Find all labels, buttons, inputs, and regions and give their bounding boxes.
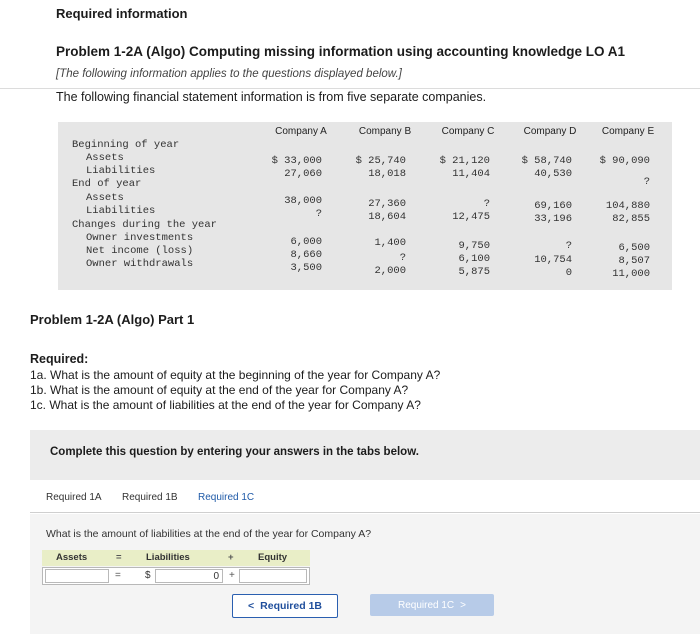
equation-header-equity: Equity — [258, 552, 288, 563]
cell-d-owner-investments: ? — [565, 240, 572, 252]
equation-header-liabilities: Liabilities — [146, 552, 190, 563]
dollar-sign: $ — [145, 570, 151, 581]
cell-d-net-income: 10,754 — [534, 254, 572, 266]
column-header-company-a: Company A — [275, 126, 327, 137]
cell-c-net-income: 6,100 — [458, 253, 490, 265]
divider — [0, 88, 700, 89]
cell-b-end-assets: 27,360 — [368, 198, 406, 210]
previous-tab-button[interactable] — [232, 594, 338, 618]
cell-c-begin-liabilities: 11,404 — [452, 168, 490, 180]
cell-b-end-liabilities: 18,604 — [368, 211, 406, 223]
row-label-end-of-year: End of year — [72, 178, 142, 190]
cell-d-owner-withdrawals: 0 — [565, 267, 572, 279]
cell-e-begin-liabilities: ? — [643, 176, 650, 188]
cell-e-owner-investments: 6,500 — [618, 242, 650, 254]
equity-input[interactable] — [239, 569, 307, 583]
cell-a-net-income: 8,660 — [290, 249, 322, 261]
tab-required-1b[interactable]: Required 1B — [122, 492, 178, 503]
liabilities-input[interactable] — [155, 569, 223, 583]
required-label: Required: — [30, 352, 89, 366]
cell-c-owner-withdrawals: 5,875 — [458, 266, 490, 278]
tab-required-1a[interactable]: Required 1A — [46, 492, 102, 503]
cell-a-owner-investments: 6,000 — [290, 236, 322, 248]
equals-sign: = — [116, 552, 122, 563]
row-label-begin-liabilities: Liabilities — [86, 165, 156, 177]
cell-b-begin-assets: $ 25,740 — [355, 155, 406, 167]
financial-statement-intro: The following financial statement information is from five separate companies. — [56, 90, 487, 104]
cell-a-owner-withdrawals: 3,500 — [290, 262, 322, 274]
required-information-heading: Required information — [56, 6, 188, 21]
cell-e-net-income: 8,507 — [618, 255, 650, 267]
cell-d-end-assets: 69,160 — [534, 200, 572, 212]
cell-a-begin-liabilities: 27,060 — [284, 168, 322, 180]
next-tab-label: Required 1C — [398, 599, 455, 611]
assets-input[interactable] — [45, 569, 109, 583]
cell-b-begin-liabilities: 18,018 — [368, 168, 406, 180]
chevron-left-icon: < — [248, 600, 255, 612]
row-label-changes-during-year: Changes during the year — [72, 219, 217, 231]
question-1c: 1c. What is the amount of liabilities at the end of the year for Company A? — [30, 398, 421, 412]
question-1b: 1b. What is the amount of equity at the end of the year for Company A? — [30, 383, 409, 397]
cell-b-owner-investments: 1,400 — [374, 237, 406, 249]
cell-d-begin-liabilities: 40,530 — [534, 168, 572, 180]
column-header-company-c: Company C — [441, 126, 495, 137]
row-label-end-assets: Assets — [86, 192, 124, 204]
equals-sign-row: = — [115, 570, 121, 581]
next-tab-button[interactable] — [370, 594, 494, 616]
cell-c-begin-assets: $ 21,120 — [439, 155, 490, 167]
cell-e-end-assets: 104,880 — [605, 200, 650, 212]
cell-a-begin-assets: $ 33,000 — [271, 155, 322, 167]
column-header-company-d: Company D — [523, 126, 577, 137]
cell-c-end-assets: ? — [483, 198, 490, 210]
row-label-owner-investments: Owner investments — [86, 232, 194, 244]
equation-input-row — [42, 567, 310, 585]
cell-b-net-income: ? — [399, 252, 406, 264]
cell-b-owner-withdrawals: 2,000 — [374, 265, 406, 277]
cell-c-owner-investments: 9,750 — [458, 240, 490, 252]
cell-c-end-liabilities: 12,475 — [452, 211, 490, 223]
cell-d-end-liabilities: 33,196 — [534, 213, 572, 225]
previous-tab-label: Required 1B — [260, 600, 322, 612]
equation-header-assets: Assets — [56, 552, 88, 563]
row-label-end-liabilities: Liabilities — [86, 205, 156, 217]
cell-a-end-liabilities: ? — [315, 208, 322, 220]
equation-header-row — [42, 550, 310, 566]
cell-e-end-liabilities: 82,855 — [612, 213, 650, 225]
chevron-right-icon: > — [460, 599, 466, 611]
row-label-begin-assets: Assets — [86, 152, 124, 164]
problem-title: Problem 1-2A (Algo) Computing missing information using accounting knowledge LO A1 — [56, 44, 626, 59]
cell-a-end-assets: 38,000 — [284, 195, 322, 207]
question-1a: 1a. What is the amount of equity at the beginning of the year for Company A? — [30, 368, 441, 382]
plus-sign-row: + — [229, 570, 235, 581]
answer-question: What is the amount of liabilities at the end of the year for Company A? — [46, 528, 372, 540]
part-title: Problem 1-2A (Algo) Part 1 — [30, 312, 195, 327]
row-label-owner-withdrawals: Owner withdrawals — [86, 258, 194, 270]
cell-e-owner-withdrawals: 11,000 — [612, 268, 650, 280]
applies-note: [The following information applies to the questions displayed below.] — [56, 68, 402, 80]
column-header-company-b: Company B — [358, 126, 412, 137]
column-header-company-e: Company E — [601, 126, 655, 137]
row-label-net-income: Net income (loss) — [86, 245, 194, 257]
cell-d-begin-assets: $ 58,740 — [521, 155, 572, 167]
row-label-beginning-of-year: Beginning of year — [72, 139, 180, 151]
cell-e-begin-assets: $ 90,090 — [599, 155, 650, 167]
tab-required-1c[interactable]: Required 1C — [198, 492, 255, 503]
instructions-text: Complete this question by entering your answers in the tabs below. — [50, 446, 419, 458]
plus-sign: + — [228, 552, 234, 563]
